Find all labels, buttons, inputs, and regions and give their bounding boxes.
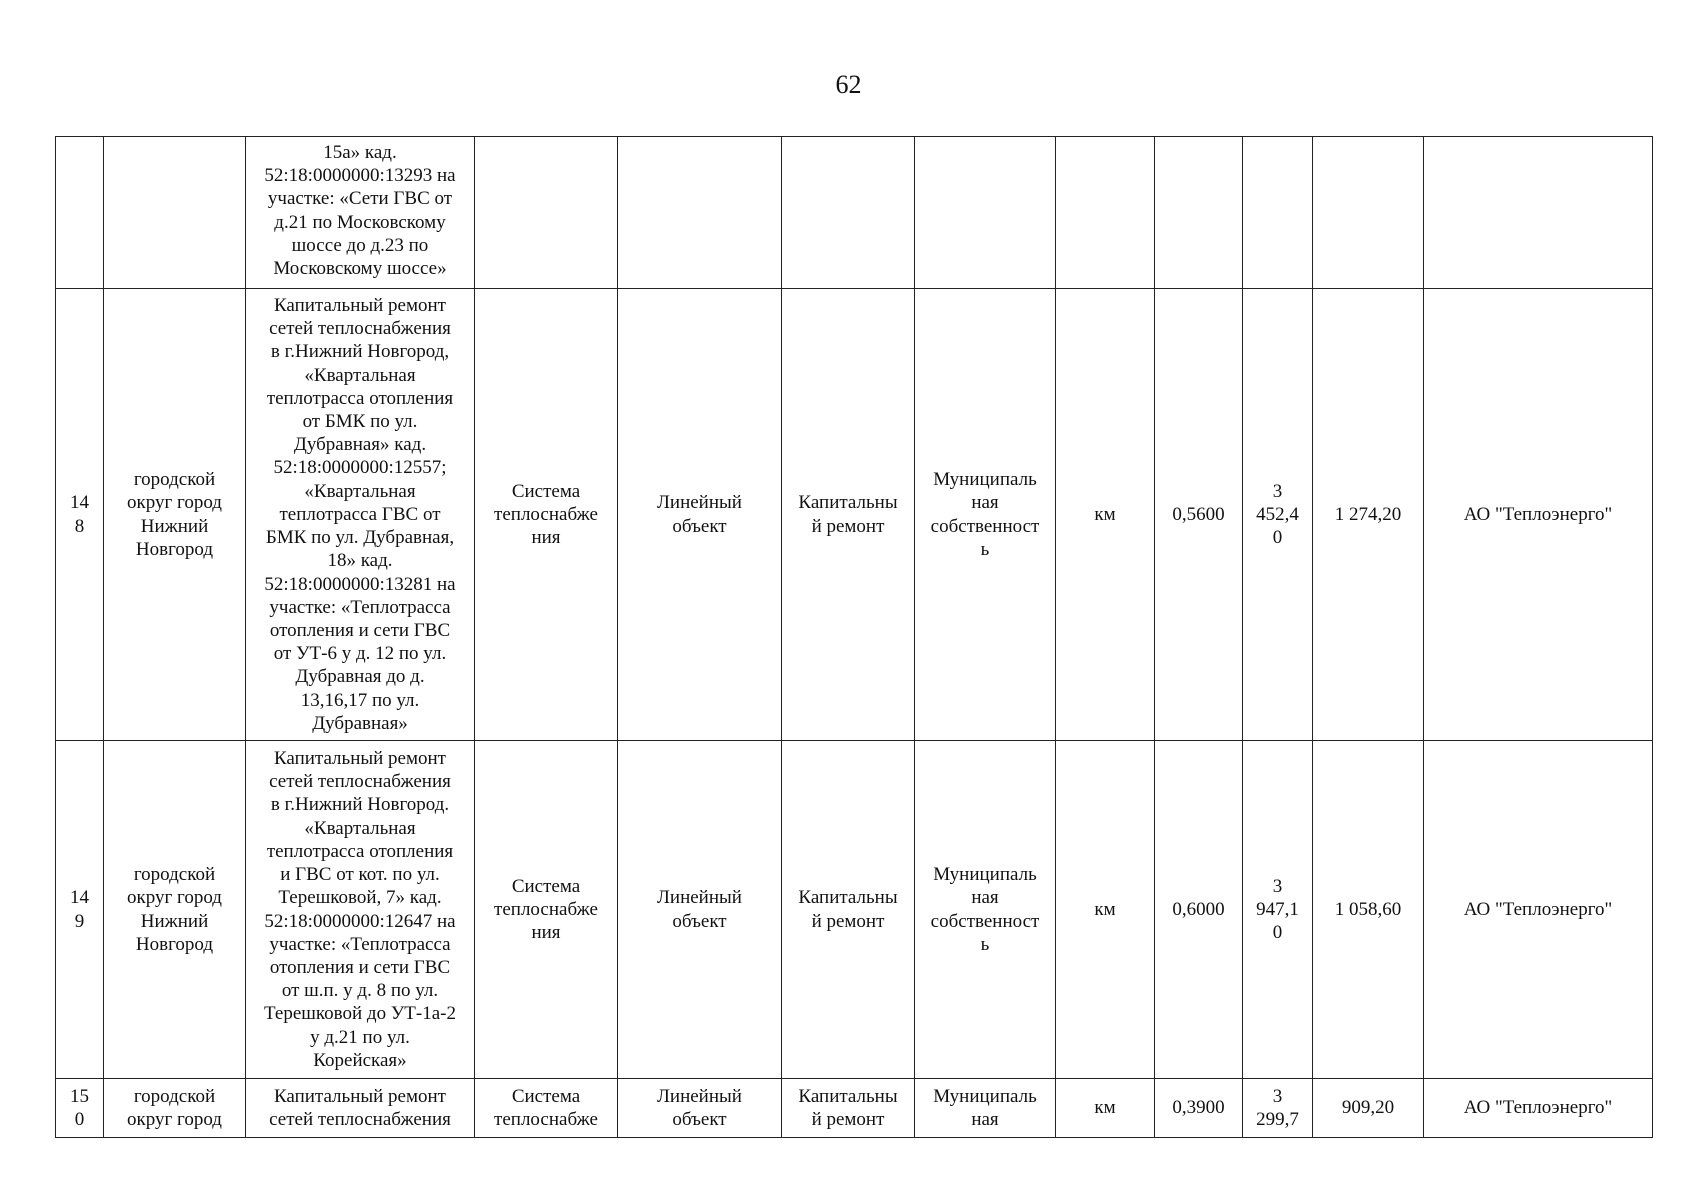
cell-number: 14 8: [56, 289, 104, 741]
cell-length: 0,3900: [1155, 1079, 1243, 1138]
cell-length: 0,5600: [1155, 289, 1243, 741]
cell-object: Линейный объект: [618, 741, 782, 1079]
cell-work: Капитальны й ремонт: [782, 289, 915, 741]
cell-unit: км: [1056, 1079, 1155, 1138]
cell-ownership: Муниципаль ная: [915, 1079, 1056, 1138]
page-number: 62: [835, 70, 862, 99]
cell-unit: км: [1056, 741, 1155, 1079]
cell-number: 14 9: [56, 741, 104, 1079]
table-row: [56, 1079, 1653, 1138]
cell-organization: АО "Теплоэнерго": [1424, 741, 1653, 1079]
cell-ownership: [915, 137, 1056, 289]
cell-territory: городской округ город: [104, 1079, 246, 1138]
cell-cost: 3 947,1 0: [1243, 741, 1313, 1079]
cell-organization: [1424, 137, 1653, 289]
cell-number: [56, 137, 104, 289]
cell-object: Линейный объект: [618, 289, 782, 741]
cell-value: 1 274,20: [1313, 289, 1424, 741]
cell-length: 0,6000: [1155, 741, 1243, 1079]
cell-cost: 3 452,4 0: [1243, 289, 1313, 741]
cell-unit: [1056, 137, 1155, 289]
cell-description: Капитальный ремонт сетей теплоснабжения в г.Нижний Новгород. «Квартальная теплотрасса отопления и ГВС от кот. по ул. Терешковой, 7» кад. 52:18:0000000:12647 на участке: «Теплотрасса отопления и сети ГВС от ш.п. у д. 8 по ул. Терешковой до УТ-1а-2 у д.21 по ул. Корейская»: [246, 741, 475, 1079]
cell-type: Система теплоснабже ния: [475, 741, 618, 1079]
cell-work: [782, 137, 915, 289]
cell-value: 1 058,60: [1313, 741, 1424, 1079]
cell-description: Капитальный ремонт сетей теплоснабжения в г.Нижний Новгород, «Квартальная теплотрасса отопления от БМК по ул. Дубравная» кад. 52:18:0000000:12557; «Квартальная теплотрасса ГВС от БМК по ул. Дубравная, 18» кад. 52:18:0000000:13281 на участке: «Теплотрасса отопления и сети ГВС от УТ-6 у д. 12 по ул. Дубравная до д. 13,16,17 по ул. Дубравная»: [246, 289, 475, 741]
cell-description: 15а» кад. 52:18:0000000:13293 на участке: «Сети ГВС от д.21 по Московскому шоссе до д.23 по Московскому шоссе»: [246, 137, 475, 289]
cell-territory: городской округ город Нижний Новгород: [104, 289, 246, 741]
cell-number: 15 0: [56, 1079, 104, 1138]
cell-work: Капитальны й ремонт: [782, 741, 915, 1079]
cell-ownership: Муниципаль ная собственност ь: [915, 289, 1056, 741]
cell-length: [1155, 137, 1243, 289]
cell-unit: км: [1056, 289, 1155, 741]
cell-value: 909,20: [1313, 1079, 1424, 1138]
cell-type: [475, 137, 618, 289]
table-row: [56, 741, 1653, 1079]
cell-value: [1313, 137, 1424, 289]
data-table: [55, 136, 1653, 1138]
cell-cost: [1243, 137, 1313, 289]
cell-work: Капитальны й ремонт: [782, 1079, 915, 1138]
cell-description: Капитальный ремонт сетей теплоснабжения: [246, 1079, 475, 1138]
table-row: [56, 137, 1653, 289]
cell-organization: АО "Теплоэнерго": [1424, 1079, 1653, 1138]
cell-territory: городской округ город Нижний Новгород: [104, 741, 246, 1079]
cell-object: Линейный объект: [618, 1079, 782, 1138]
cell-ownership: Муниципаль ная собственност ь: [915, 741, 1056, 1079]
cell-cost: 3 299,7: [1243, 1079, 1313, 1138]
cell-type: Система теплоснабже: [475, 1079, 618, 1138]
cell-type: Система теплоснабже ния: [475, 289, 618, 741]
cell-organization: АО "Теплоэнерго": [1424, 289, 1653, 741]
cell-territory: [104, 137, 246, 289]
table-row: [56, 289, 1653, 741]
cell-object: [618, 137, 782, 289]
